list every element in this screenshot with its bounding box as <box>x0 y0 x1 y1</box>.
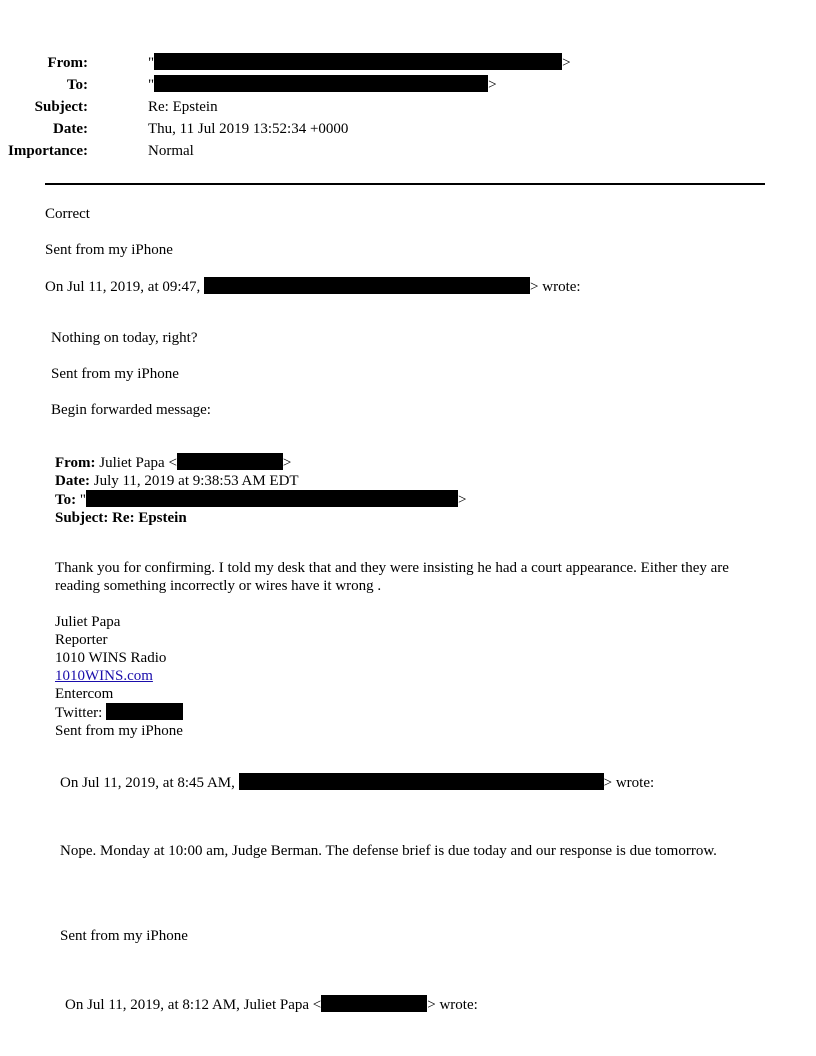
forwarded-header <box>55 453 466 527</box>
signature-line: Sent from my iPhone <box>45 242 173 258</box>
signature-line: Sent from my iPhone <box>51 366 179 382</box>
redaction-bar <box>154 75 488 92</box>
importance-value: Normal <box>148 143 194 159</box>
redaction-bar <box>204 277 530 294</box>
to-label: To: <box>66 77 88 93</box>
quote-intro-2: On Jul 11, 2019, at 8:45 AM, > wrote: <box>60 775 655 791</box>
signature-line: Sent from my iPhone <box>60 928 188 944</box>
question-text: Nothing on today, right? <box>51 330 198 346</box>
header-to-row <box>0 74 760 96</box>
subject-label: Subject: <box>34 99 88 115</box>
forward-intro: Begin forwarded message: <box>51 402 211 418</box>
redaction-bar <box>154 53 562 70</box>
reply-text: Correct <box>45 206 90 222</box>
sig-org: 1010 WINS Radio <box>55 650 167 666</box>
from-label: From: <box>47 55 88 71</box>
header-date-row <box>0 118 760 140</box>
to-value: " > <box>148 77 497 93</box>
header-from-row <box>0 52 760 74</box>
forwarded-message: Thank you for confirming. I told my desk that and they were insisting he had a court appearance. Either they are reading something incorrectly or wires have it wrong . <box>55 560 729 594</box>
forwarded-from-row: From: Juliet Papa < > <box>55 455 292 471</box>
redaction-bar <box>177 453 283 470</box>
sig-twitter: Twitter: <box>55 703 183 722</box>
redaction-bar <box>321 995 427 1012</box>
header-subject-row <box>0 96 760 118</box>
sig-company: Entercom <box>55 686 114 702</box>
reply-2: Nope. Monday at 10:00 am, Judge Berman. The defense brief is due today and our response is due tomorrow. <box>60 843 717 859</box>
header-divider <box>45 183 765 185</box>
forwarded-to-row: To: " > <box>55 492 467 508</box>
signature-block <box>55 613 183 740</box>
date-label: Date: <box>53 121 88 137</box>
redaction-bar <box>86 490 458 507</box>
header-importance-row <box>0 140 760 162</box>
subject-value: Re: Epstein <box>148 99 218 115</box>
sig-name: Juliet Papa <box>55 614 121 630</box>
forwarded-subject-row: Subject: Re: Epstein <box>55 510 187 526</box>
quote-intro-3: On Jul 11, 2019, at 8:12 AM, Juliet Papa < > wrote: <box>65 997 478 1013</box>
redaction-bar <box>106 703 183 720</box>
sig-title: Reporter <box>55 632 108 648</box>
quote-intro-1: On Jul 11, 2019, at 09:47, > wrote: <box>45 279 581 295</box>
from-value: " > <box>148 55 571 71</box>
forwarded-date-row: Date: July 11, 2019 at 9:38:53 AM EDT <box>55 473 299 489</box>
date-value: Thu, 11 Jul 2019 13:52:34 +0000 <box>148 121 349 137</box>
sig-sent: Sent from my iPhone <box>55 723 183 739</box>
sig-website-link[interactable]: 1010WINS.com <box>55 668 153 684</box>
redaction-bar <box>239 773 604 790</box>
importance-label: Importance: <box>8 143 88 159</box>
